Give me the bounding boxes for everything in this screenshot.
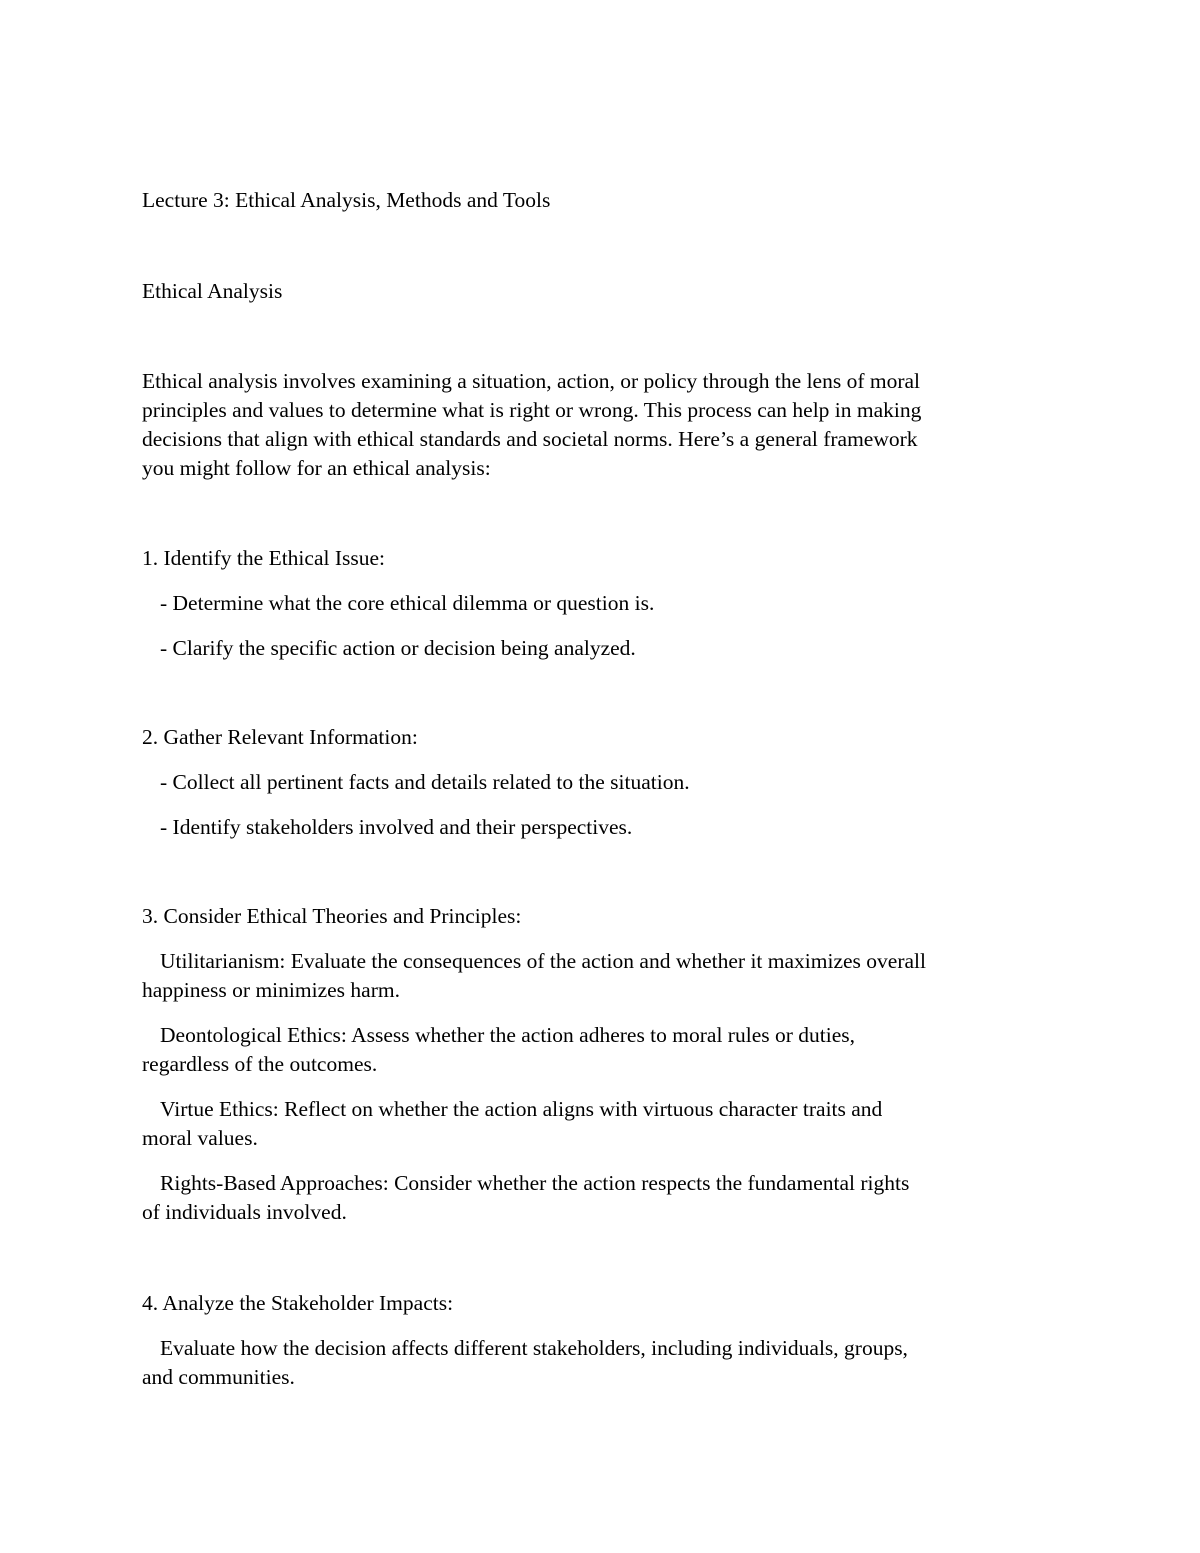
theory-line: regardless of the outcomes. <box>142 1052 378 1076</box>
step-ethical-theories <box>142 902 1072 1224</box>
intro-line: Ethical analysis involves examining a situation, action, or policy through the lens of moral <box>142 369 921 393</box>
intro-line: you might follow for an ethical analysis: <box>142 456 491 480</box>
step-heading: 2. Gather Relevant Information: <box>142 725 418 749</box>
stakeholder-line: and communities. <box>142 1365 295 1389</box>
step-bullet: - Clarify the specific action or decision being analyzed. <box>160 636 636 660</box>
step-heading: 1. Identify the Ethical Issue: <box>142 546 385 570</box>
theory-line: of individuals involved. <box>142 1200 347 1224</box>
intro-line: principles and values to determine what is right or wrong. This process can help in making <box>142 398 922 422</box>
step-heading: 4. Analyze the Stakeholder Impacts: <box>142 1291 454 1315</box>
step-bullet: - Identify stakeholders involved and their perspectives. <box>160 815 633 839</box>
step-bullet: - Determine what the core ethical dilemma or question is. <box>160 591 655 615</box>
theory-line: Deontological Ethics: Assess whether the action adheres to moral rules or duties, <box>160 1023 855 1047</box>
stakeholder-line: Evaluate how the decision affects different stakeholders, including individuals, groups, <box>160 1336 908 1360</box>
section-heading: Ethical Analysis <box>142 279 283 303</box>
theory-line: Rights-Based Approaches: Consider whether the action respects the fundamental rights <box>160 1171 910 1195</box>
document-title: Lecture 3: Ethical Analysis, Methods and Tools <box>142 188 551 212</box>
theory-utilitarianism <box>142 947 1072 1005</box>
step-stakeholder-impacts <box>142 1289 1072 1389</box>
theory-virtue <box>142 1095 1072 1153</box>
theory-deontological <box>142 1021 1072 1079</box>
intro-line: decisions that align with ethical standards and societal norms. Here’s a general framework <box>142 427 918 451</box>
stakeholder-paragraph <box>142 1334 1072 1392</box>
intro-paragraph <box>142 367 1062 483</box>
step-gather-information <box>142 723 1072 839</box>
theory-line: happiness or minimizes harm. <box>142 978 400 1002</box>
theory-rights-based <box>142 1169 1072 1227</box>
theory-line: Utilitarianism: Evaluate the consequences of the action and whether it maximizes overall <box>160 949 926 973</box>
step-identify-issue <box>142 544 1072 660</box>
step-bullet: - Collect all pertinent facts and details related to the situation. <box>160 770 690 794</box>
step-heading: 3. Consider Ethical Theories and Principles: <box>142 904 522 928</box>
theory-line: Virtue Ethics: Reflect on whether the action aligns with virtuous character traits and <box>160 1097 883 1121</box>
theory-line: moral values. <box>142 1126 258 1150</box>
